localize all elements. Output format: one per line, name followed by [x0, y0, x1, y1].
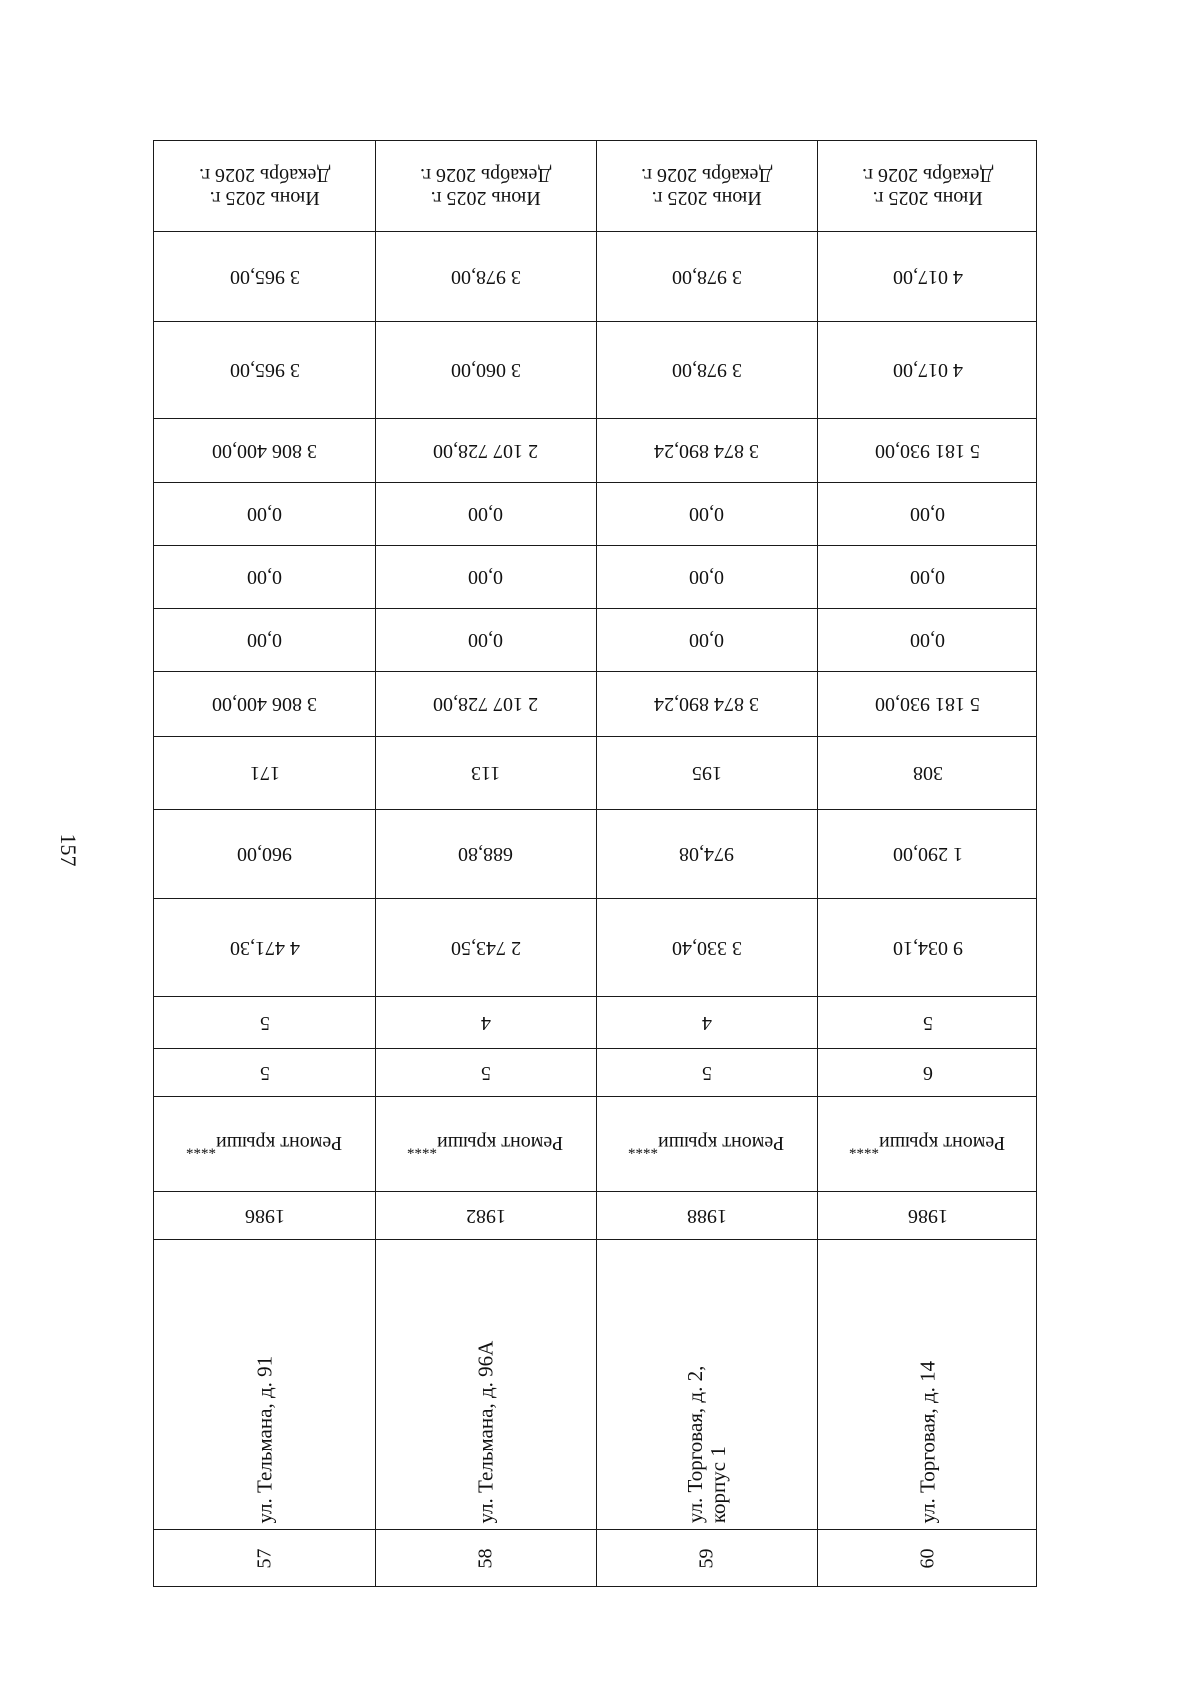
- cell-address: [154, 1239, 375, 1529]
- cell-residents: [375, 736, 596, 809]
- cell-floors: [817, 1048, 1038, 1096]
- residents-value: 195: [691, 762, 722, 784]
- cell-zero-col-a: [375, 608, 596, 671]
- cell-zero-col-a: [154, 608, 375, 671]
- page-number: [53, 830, 83, 870]
- work-type-footnote-mark: ****: [628, 1140, 659, 1157]
- zero-col-c-value: 0,00: [689, 503, 724, 525]
- cell-residents: [596, 736, 817, 809]
- cell-work-type: [154, 1096, 375, 1191]
- cell-unit-cost-limit: [596, 231, 817, 321]
- cell-total-cost: [154, 671, 375, 736]
- residents-value: 113: [470, 762, 501, 784]
- total-cost-value: 5 181 930,00: [875, 693, 980, 715]
- address-line-2: корпус 1: [705, 1446, 730, 1524]
- deadline-end: Декабрь 2026 г.: [198, 164, 331, 186]
- residents-value: 308: [912, 762, 943, 784]
- row-number-value: 58: [474, 1548, 496, 1569]
- zero-col-a-value: 0,00: [247, 629, 282, 651]
- roof-area-value: 974,08: [679, 843, 734, 865]
- capital-repair-table: [153, 140, 1037, 1587]
- cell-unit-cost-limit: [817, 231, 1038, 321]
- cell-fund-cost: [596, 418, 817, 482]
- zero-col-a-value: 0,00: [910, 629, 945, 651]
- cell-residents: [154, 736, 375, 809]
- cell-unit-cost-limit: [375, 231, 596, 321]
- cell-deadline: [154, 141, 375, 231]
- cell-zero-col-c: [154, 482, 375, 545]
- work-type-text: Ремонт крыши: [879, 1131, 1006, 1154]
- cell-entrances: [154, 996, 375, 1048]
- cell-unit-cost: [154, 321, 375, 418]
- address-text: ул. Тельмана, д. 91: [251, 1355, 276, 1524]
- entrances-value: 5: [259, 1011, 270, 1034]
- deadline-wrap: [641, 163, 772, 209]
- cell-zero-col-b: [375, 545, 596, 608]
- address-wrap: [683, 1243, 729, 1523]
- cell-zero-col-c: [817, 482, 1038, 545]
- work-type-footnote-mark: ****: [186, 1140, 217, 1157]
- work-type-text: Ремонт крыши: [437, 1131, 564, 1154]
- cell-unit-cost-limit: [154, 231, 375, 321]
- work-type-wrap: [186, 1131, 342, 1157]
- cell-total-cost: [817, 671, 1038, 736]
- deadline-start: Июнь 2025 г.: [872, 187, 983, 209]
- deadline-start: Июнь 2025 г.: [430, 187, 541, 209]
- deadline-start: Июнь 2025 г.: [651, 187, 762, 209]
- zero-col-c-value: 0,00: [910, 503, 945, 525]
- zero-col-a-value: 0,00: [689, 629, 724, 651]
- cell-fund-cost: [817, 418, 1038, 482]
- cell-floors: [596, 1048, 817, 1096]
- cell-address: [375, 1239, 596, 1529]
- roof-area-value: 960,00: [237, 843, 292, 865]
- floors-value: 6: [922, 1061, 933, 1084]
- cell-unit-cost: [375, 321, 596, 418]
- roof-area-value: 688,80: [458, 843, 513, 865]
- zero-col-a-value: 0,00: [468, 629, 503, 651]
- cell-total-area: [375, 898, 596, 996]
- cell-floors: [154, 1048, 375, 1096]
- unit-cost-limit-value: 3 978,00: [450, 265, 521, 288]
- address-wrap: [474, 1244, 497, 1524]
- work-type-wrap: [407, 1131, 563, 1157]
- work-type-wrap: [849, 1131, 1005, 1157]
- deadline-wrap: [862, 163, 993, 209]
- cell-build-year: [154, 1191, 375, 1239]
- cell-unit-cost: [596, 321, 817, 418]
- total-cost-value: 3 874 890,24: [654, 693, 759, 715]
- address-text: ул. Торговая, д. 14: [914, 1360, 939, 1524]
- total-area-value: 2 743,50: [450, 936, 521, 959]
- cell-floors: [375, 1048, 596, 1096]
- cell-total-area: [817, 898, 1038, 996]
- cell-zero-col-a: [817, 608, 1038, 671]
- unit-cost-value: 3 978,00: [671, 359, 742, 381]
- roof-area-value: 1 290,00: [892, 843, 963, 865]
- fund-cost-value: 3 874 890,24: [654, 439, 759, 462]
- cell-total-cost: [375, 671, 596, 736]
- zero-col-b-value: 0,00: [689, 566, 724, 588]
- deadline-wrap: [199, 163, 330, 209]
- build-year-value: 1988: [686, 1204, 727, 1227]
- cell-deadline: [596, 141, 817, 231]
- address-wrap: [253, 1244, 276, 1524]
- cell-entrances: [375, 996, 596, 1048]
- row-number-value: 59: [695, 1548, 717, 1569]
- cell-build-year: [375, 1191, 596, 1239]
- fund-cost-value: 5 181 930,00: [875, 439, 980, 462]
- total-area-value: 4 471,30: [229, 936, 300, 959]
- cell-address: [596, 1239, 817, 1529]
- deadline-end: Декабрь 2026 г.: [419, 164, 552, 186]
- deadline-start: Июнь 2025 г.: [209, 187, 320, 209]
- residents-value: 171: [249, 762, 280, 784]
- address-wrap: [916, 1244, 939, 1524]
- fund-cost-value: 3 806 400,00: [212, 439, 317, 462]
- cell-build-year: [596, 1191, 817, 1239]
- cell-work-type: [596, 1096, 817, 1191]
- cell-deadline: [817, 141, 1038, 231]
- cell-work-type: [375, 1096, 596, 1191]
- zero-col-b-value: 0,00: [468, 566, 503, 588]
- total-cost-value: 3 806 400,00: [212, 693, 317, 715]
- cell-deadline: [375, 141, 596, 231]
- build-year-value: 1986: [244, 1204, 285, 1227]
- row-number-value: 60: [916, 1548, 938, 1569]
- cell-roof-area: [596, 809, 817, 898]
- deadline-end: Декабрь 2026 г.: [861, 164, 994, 186]
- entrances-value: 4: [701, 1011, 712, 1034]
- floors-value: 5: [701, 1061, 712, 1084]
- cell-residents: [817, 736, 1038, 809]
- work-type-text: Ремонт крыши: [658, 1131, 785, 1154]
- cell-entrances: [817, 996, 1038, 1048]
- cell-work-type: [817, 1096, 1038, 1191]
- fund-cost-value: 2 107 728,00: [433, 439, 538, 462]
- cell-build-year: [817, 1191, 1038, 1239]
- zero-col-c-value: 0,00: [247, 503, 282, 525]
- cell-fund-cost: [154, 418, 375, 482]
- cell-row-number: [817, 1529, 1038, 1588]
- cell-roof-area: [375, 809, 596, 898]
- page-number-text: 157: [56, 833, 81, 867]
- cell-zero-col-b: [596, 545, 817, 608]
- zero-col-b-value: 0,00: [247, 566, 282, 588]
- work-type-footnote-mark: ****: [407, 1140, 438, 1157]
- deadline-wrap: [420, 163, 551, 209]
- unit-cost-value: 3 965,00: [229, 359, 300, 381]
- cell-fund-cost: [375, 418, 596, 482]
- total-area-value: 3 330,40: [671, 936, 742, 959]
- work-type-footnote-mark: ****: [849, 1140, 880, 1157]
- entrances-value: 5: [922, 1011, 933, 1034]
- total-area-value: 9 034,10: [892, 936, 963, 959]
- zero-col-b-value: 0,00: [910, 566, 945, 588]
- cell-zero-col-b: [817, 545, 1038, 608]
- cell-unit-cost: [817, 321, 1038, 418]
- cell-row-number: [154, 1529, 375, 1588]
- work-type-wrap: [628, 1131, 784, 1157]
- cell-roof-area: [154, 809, 375, 898]
- address-text: ул. Тельмана, д. 96А: [472, 1340, 497, 1524]
- entrances-value: 4: [480, 1011, 491, 1034]
- total-cost-value: 2 107 728,00: [433, 693, 538, 715]
- unit-cost-limit-value: 3 965,00: [229, 265, 300, 288]
- floors-value: 5: [480, 1061, 491, 1084]
- deadline-end: Декабрь 2026 г.: [640, 164, 773, 186]
- cell-total-area: [154, 898, 375, 996]
- cell-zero-col-b: [154, 545, 375, 608]
- address-line-1: ул. Торговая, д. 2,: [682, 1365, 707, 1524]
- zero-col-c-value: 0,00: [468, 503, 503, 525]
- cell-zero-col-c: [375, 482, 596, 545]
- cell-row-number: [375, 1529, 596, 1588]
- cell-roof-area: [817, 809, 1038, 898]
- cell-zero-col-a: [596, 608, 817, 671]
- cell-zero-col-c: [596, 482, 817, 545]
- unit-cost-value: 3 060,00: [450, 359, 521, 381]
- cell-total-cost: [596, 671, 817, 736]
- work-type-text: Ремонт крыши: [216, 1131, 343, 1154]
- floors-value: 5: [259, 1061, 270, 1084]
- unit-cost-limit-value: 3 978,00: [671, 265, 742, 288]
- cell-address: [817, 1239, 1038, 1529]
- unit-cost-value: 4 017,00: [892, 359, 963, 381]
- row-number-value: 57: [253, 1548, 275, 1569]
- cell-row-number: [596, 1529, 817, 1588]
- cell-total-area: [596, 898, 817, 996]
- unit-cost-limit-value: 4 017,00: [892, 265, 963, 288]
- build-year-value: 1982: [465, 1204, 506, 1227]
- build-year-value: 1986: [907, 1204, 948, 1227]
- cell-entrances: [596, 996, 817, 1048]
